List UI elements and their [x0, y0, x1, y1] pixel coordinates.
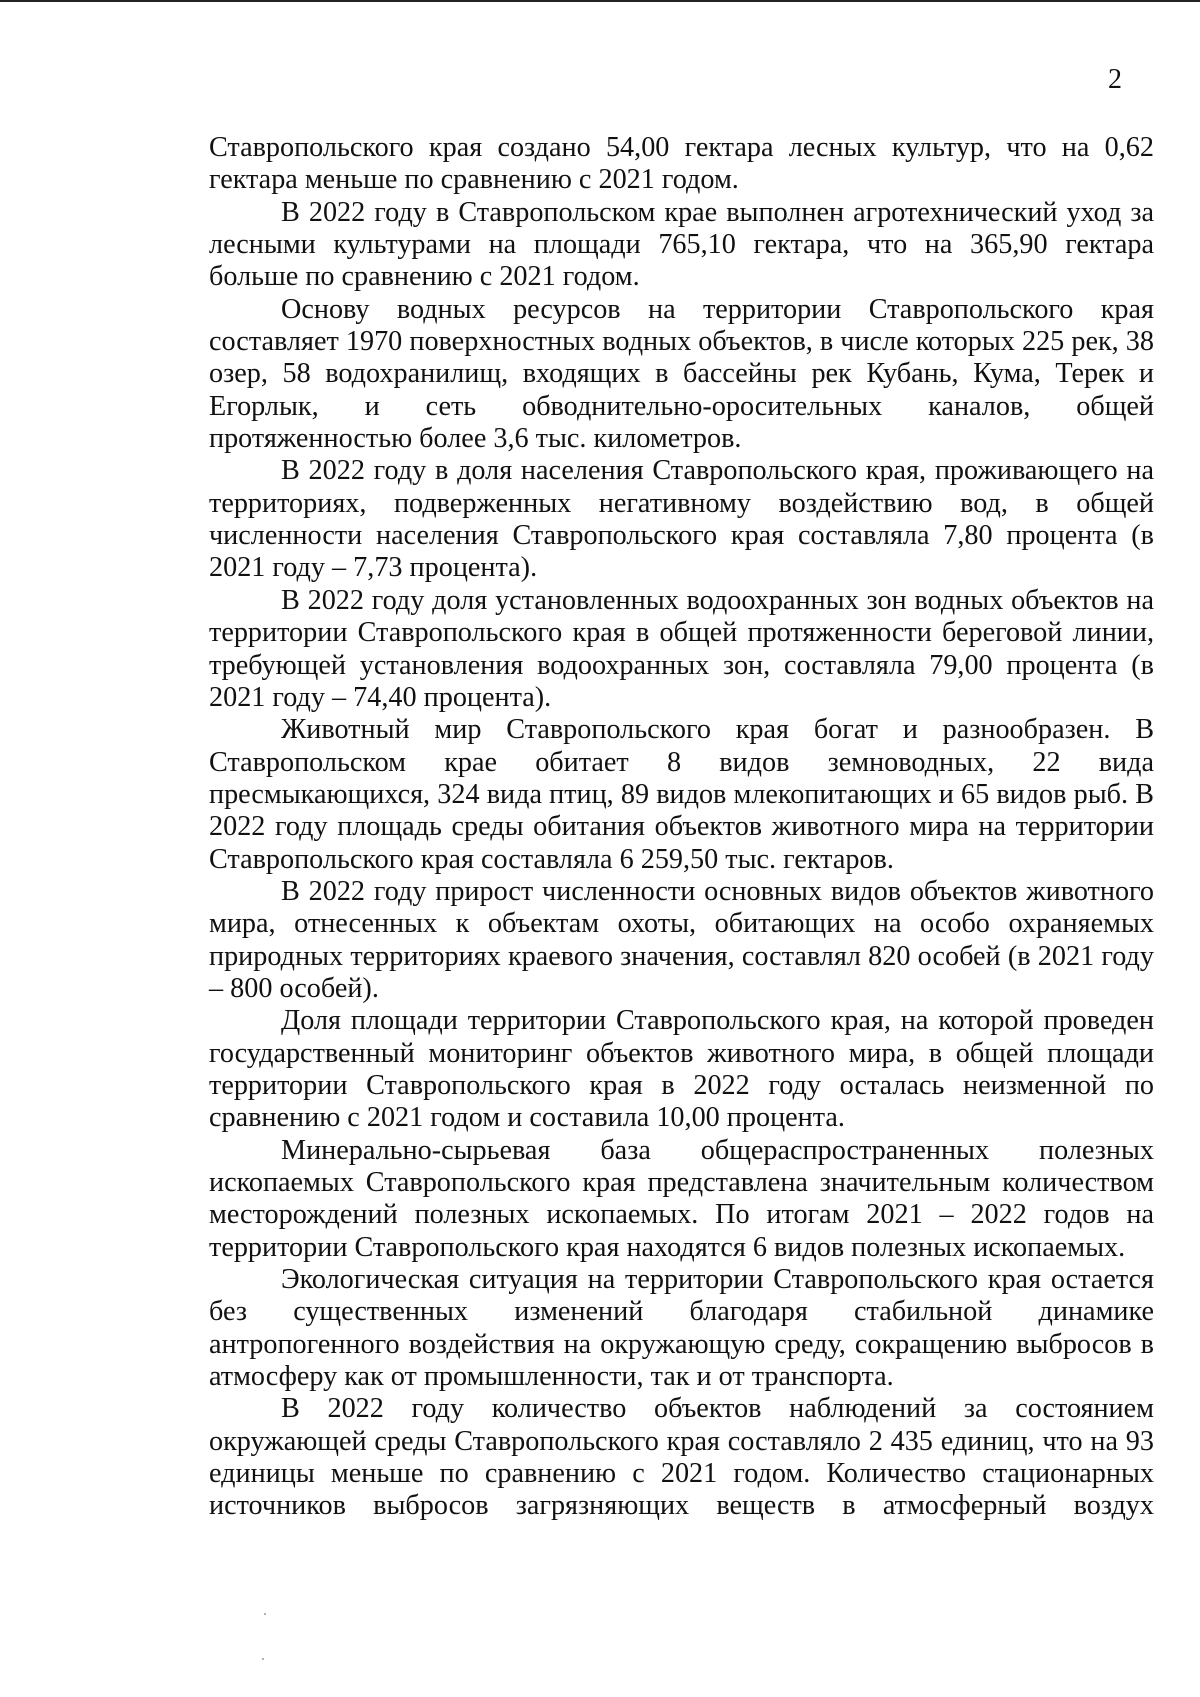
- paragraph-observation-objects: В 2022 году количество объектов наблюдений за состоянием окружающей среды Ставропольского края составляло 2 435 единиц, что на 93 единицы меньше по сравнению с 2021 годом. Количество стационарных источников выбросов загрязняющих веществ в атмосферный воздух: [209, 1393, 1154, 1522]
- page-number: 2: [1108, 64, 1122, 95]
- paragraph-water-protection-zones: В 2022 году доля установленных водоохранных зон водных объектов на территории Ставропольского края в общей протяженности береговой линии, требующей установления водоохранных зон, составляла 79,00 процента (в 2021 году – 74,40 процента).: [209, 584, 1154, 713]
- paragraph-agrotechnical-care: В 2022 году в Ставропольском крае выполнен агротехнический уход за лесными культурами на площади 765,10 гектара, что на 365,90 гектара больше по сравнению с 2021 годом.: [209, 196, 1154, 293]
- paragraph-flood-risk-population: В 2022 году в доля населения Ставропольского края, проживающего на территориях, подверженных негативному воздействию вод, в общей численности населения Ставропольского края составляла 7,80 процента (в 2021 году – 7,73 процента).: [209, 455, 1154, 584]
- scan-top-edge-line: [0, 0, 1200, 2]
- paragraph-wildlife: Животный мир Ставропольского края богат и разнообразен. В Ставропольском крае обитает 8 видов земноводных, 22 вида пресмыкающихся, 324 вида птиц, 89 видов млекопитающих и 65 видов рыб. В 2022 году площадь среды обитания объектов животного мира на территории Ставропольского края составляла 6 259,50 тыс. гектаров.: [209, 714, 1154, 875]
- document-body: [209, 132, 1154, 1523]
- paragraph-ecological-situation: Экологическая ситуация на территории Ставропольского края остается без существенных изменений благодаря стабильной динамике антропогенного воздействия на окружающую среду, сокращению выбросов в атмосферу как от промышленности, так и от транспорта.: [209, 1264, 1154, 1393]
- paragraph-forest-cultures-created: Ставропольского края создано 54,00 гектара лесных культур, что на 0,62 гектара меньше по сравнению с 2021 годом.: [209, 132, 1154, 196]
- scan-speck: [262, 1658, 264, 1660]
- paragraph-hunting-species-growth: В 2022 году прирост численности основных видов объектов животного мира, отнесенных к объектам охоты, обитающих на особо охраняемых природных территориях краевого значения, составлял 820 особей (в 2021 году – 800 особей).: [209, 875, 1154, 1004]
- paragraph-water-resources: Основу водных ресурсов на территории Ставропольского края составляет 1970 поверхностных водных объектов, в числе которых 225 рек, 38 озер, 58 водохранилищ, входящих в бассейны рек Кубань, Кума, Терек и Егорлык, и сеть обводнительно-оросительных каналов, общей протяженностью более 3,6 тыс. километров.: [209, 293, 1154, 455]
- paragraph-wildlife-monitoring: Доля площади территории Ставропольского края, на которой проведен государственный мониторинг объектов животного мира, в общей площади территории Ставропольского края в 2022 году осталась неизменной по сравнению с 2021 годом и составила 10,00 процента.: [209, 1005, 1154, 1134]
- paragraph-mineral-resources: Минерально-сырьевая база общераспространенных полезных ископаемых Ставропольского края представлена значительным количеством месторождений полезных ископаемых. По итогам 2021 – 2022 годов на территории Ставропольского края находятся 6 видов полезных ископаемых.: [209, 1134, 1154, 1263]
- scan-speck: [264, 1613, 266, 1615]
